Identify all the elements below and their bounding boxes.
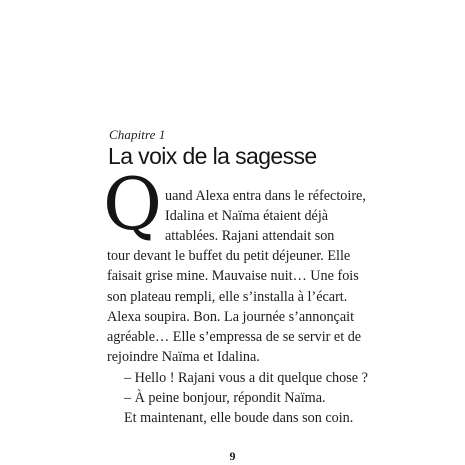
text-line: Idalina et Naïma étaient déjà [165, 208, 329, 224]
text-line: uand Alexa entra dans le réfectoire, [165, 188, 366, 204]
page-number: 9 [229, 449, 236, 463]
drop-cap: Q [103, 162, 163, 246]
text-line: rejoindre Naïma et Idalina. [107, 349, 260, 365]
dialogue-line: Et maintenant, elle boude dans son coin. [124, 410, 354, 426]
chapter-title: La voix de la sagesse [108, 143, 317, 169]
text-line: tour devant le buffet du petit déjeuner. Elle [107, 248, 351, 264]
dialogue-line: – À peine bonjour, répondit Naïma. [124, 390, 326, 406]
text-line: Alexa soupira. Bon. La journée s’annonçait [107, 309, 355, 325]
text-line: agréable… Elle s’empressa de se servir et de [107, 329, 362, 345]
text-line: son plateau rempli, elle s’installa à l’écart. [107, 289, 348, 305]
chapter-label: Chapitre 1 [109, 127, 166, 142]
text-line: attablées. Rajani attendait son [165, 228, 335, 244]
text-line: faisait grise mine. Mauvaise nuit… Une fois [107, 268, 359, 284]
dialogue-line: – Hello ! Rajani vous a dit quelque chose ? [124, 370, 368, 386]
